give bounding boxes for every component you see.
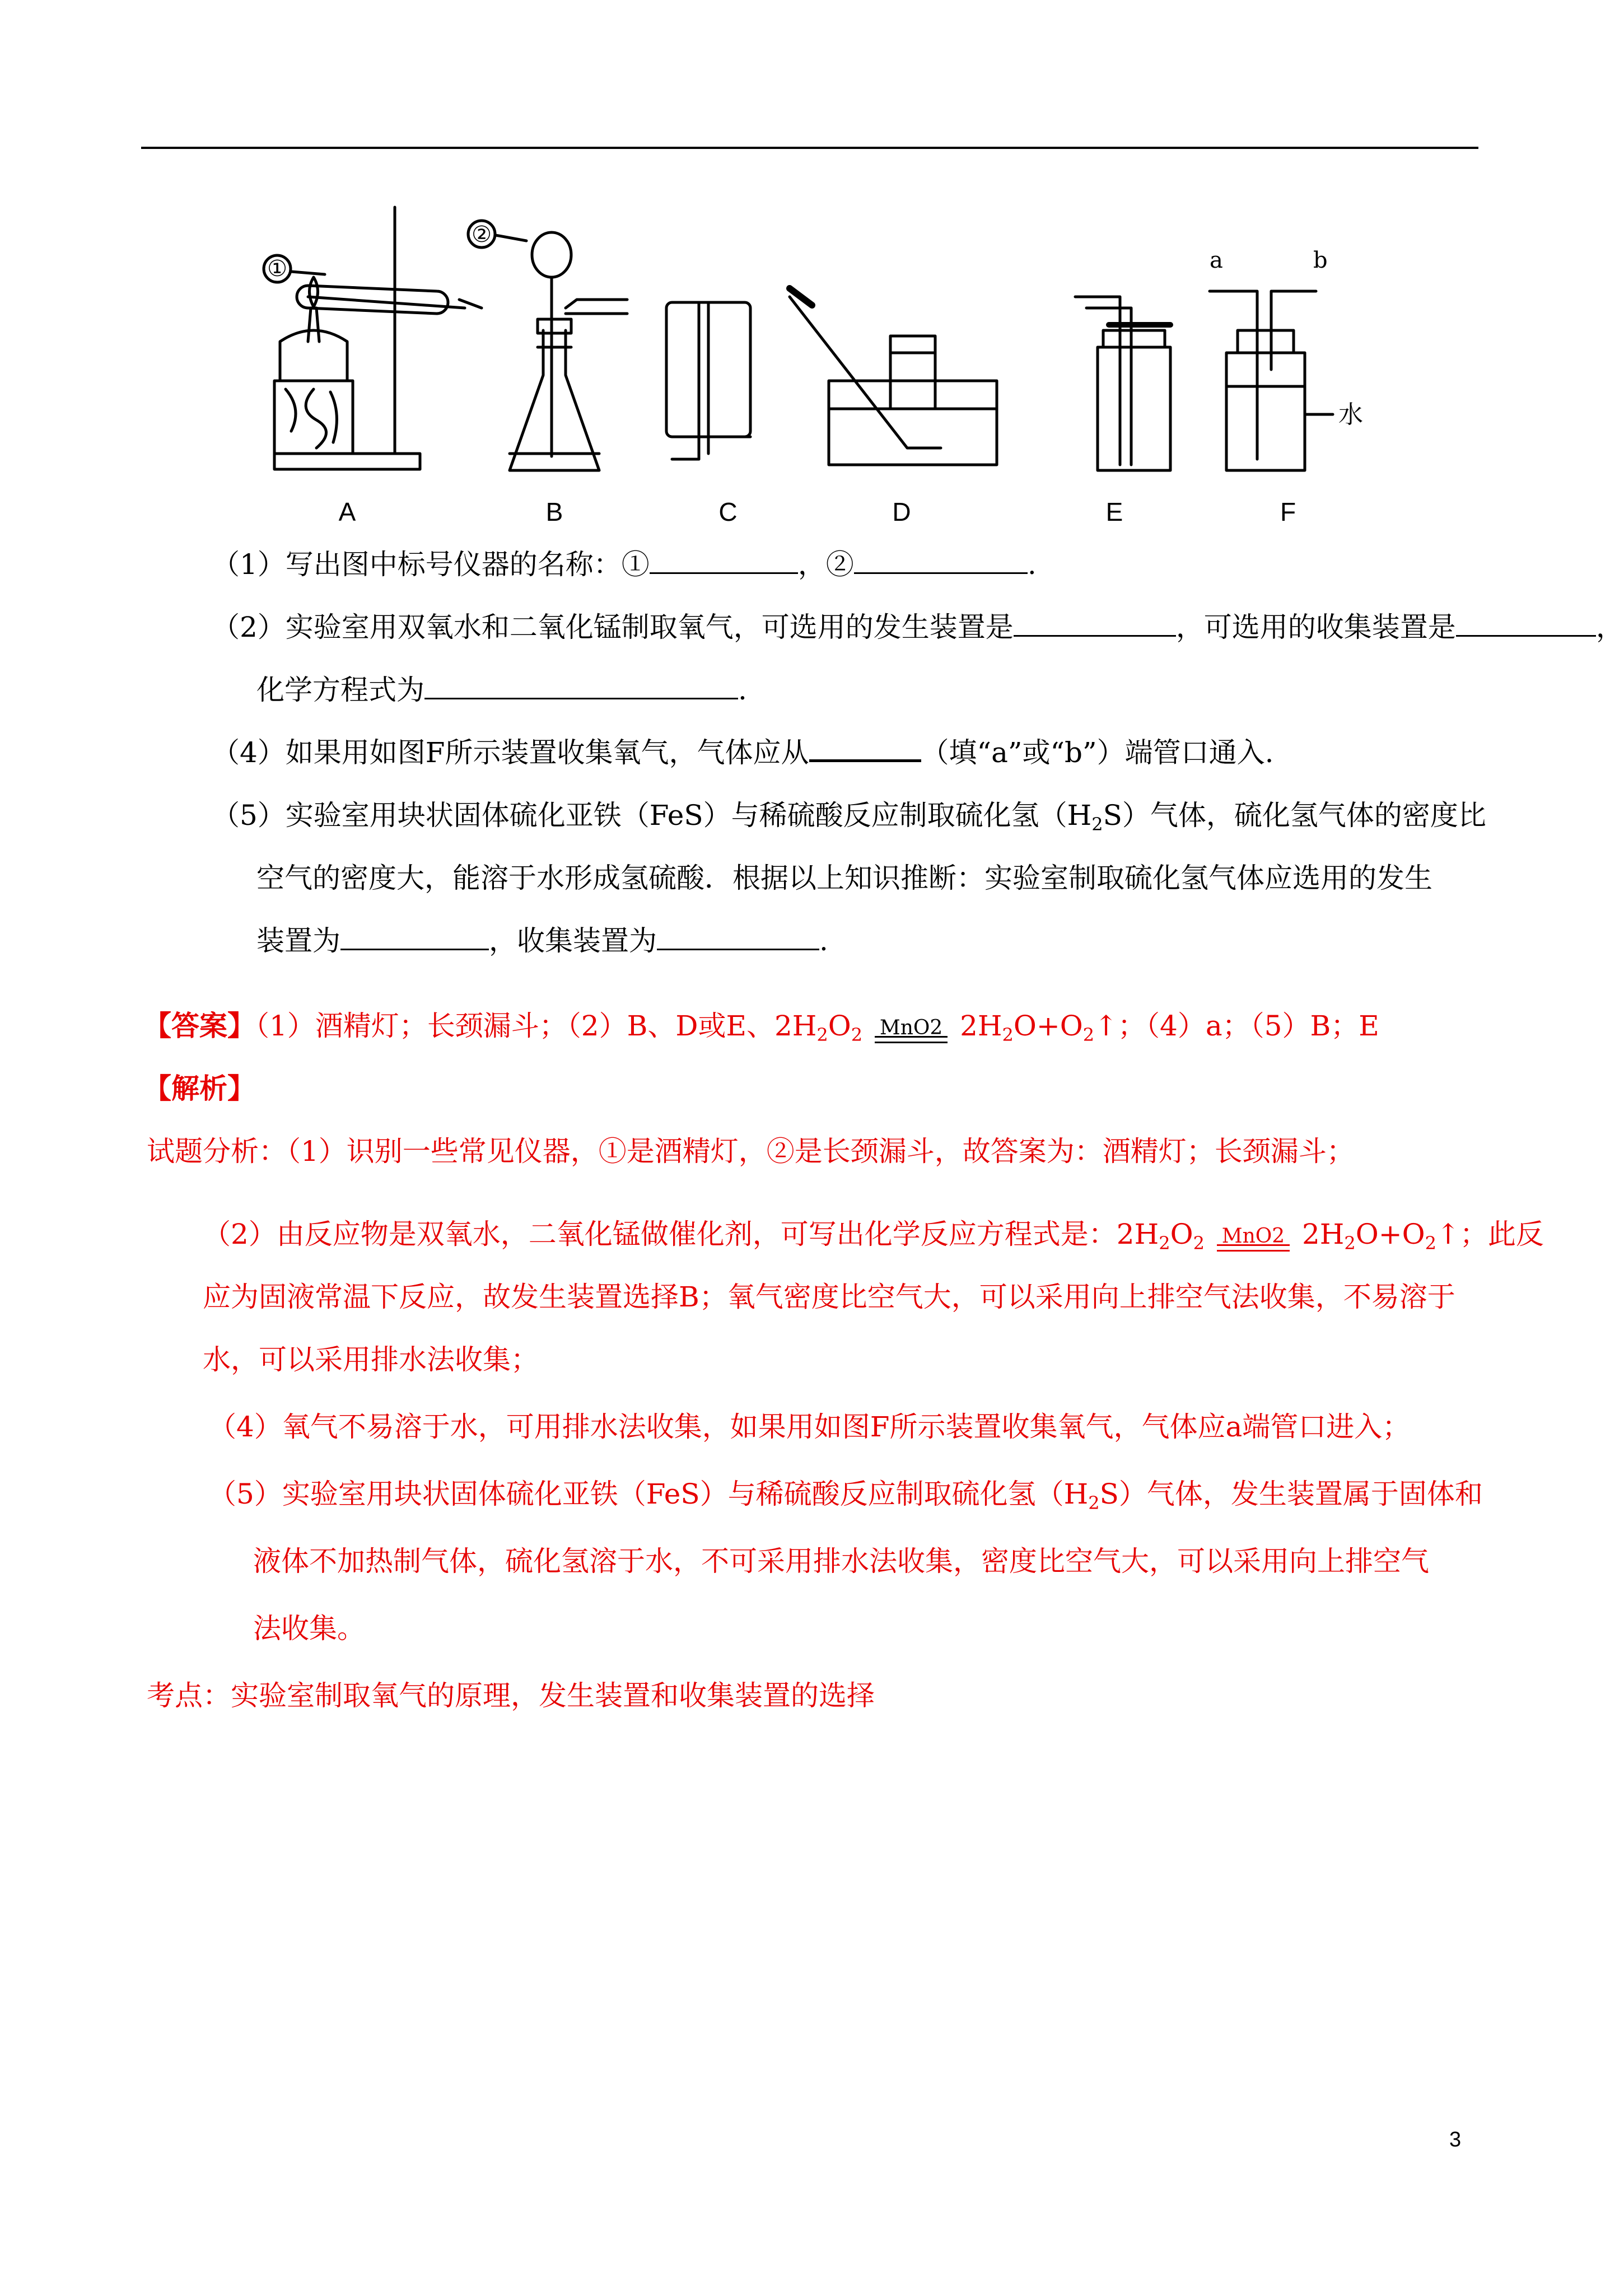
question-5-line-2: 空气的密度大，能溶于水形成氢硫酸．根据以上知识推断：实验室制取硫化氢气体应选用的发生 bbox=[256, 862, 1432, 894]
marker-2: ② bbox=[472, 222, 492, 248]
answer-line: 【答案】（1）酒精灯；长颈漏斗；（2）B、D或E、$2H_2O_2$ MnO2 $2H_2O+O_2↑$；（4）a；（5）B；E bbox=[143, 1008, 1379, 1053]
label-e: E bbox=[1105, 497, 1123, 526]
analysis-catalyst-mark: MnO2 bbox=[1211, 1225, 1295, 1261]
question-5-line-3: 装置为 ，收集装置为 . bbox=[256, 925, 828, 957]
catalyst-mark: MnO2 bbox=[869, 1017, 953, 1053]
analysis-line-6: （5）实验室用块状固体硫化亚铁（FeS）与稀硫酸反应制取硫化氢$(H_2S)$气体，发生装置属于固体和 bbox=[208, 1478, 1483, 1514]
label-f: F bbox=[1280, 497, 1296, 526]
analysis-line-5: （4）氧气不易溶于水，可用排水法收集，如果用如图F所示装置收集氧气，气体应a端管口进入； bbox=[208, 1411, 1411, 1443]
apparatus-figure bbox=[213, 207, 1490, 532]
label-a: A bbox=[338, 497, 356, 526]
apparatus-a bbox=[264, 207, 482, 469]
analysis-line-7: 液体不加热制气体，硫化氢溶于水，不可采用排水法收集，密度比空气大，可以采用向上排空气 bbox=[253, 1545, 1429, 1577]
label-b: B bbox=[545, 497, 563, 526]
apparatus-e bbox=[1075, 297, 1170, 470]
marker-1: ① bbox=[267, 256, 287, 282]
question-4: （4）如果用如图F所示装置收集氧气，气体应从 （填“a”或“b”）端管口通入. bbox=[212, 735, 1273, 771]
answer-tag: 【答案】 bbox=[143, 1009, 255, 1042]
analysis-line-2: （2）由反应物是双氧水，二氧化锰做催化剂，可写出化学反应方程式是：$2H_2O_2$ MnO2 $2H_2O+O_2↑$；此反 bbox=[203, 1216, 1544, 1261]
port-b-label: b bbox=[1313, 248, 1328, 273]
question-2-line-2: 化学方程式为 . bbox=[256, 674, 747, 706]
port-a-label: a bbox=[1210, 248, 1223, 273]
apparatus-f bbox=[1210, 248, 1363, 470]
question-1: （1）写出图中标号仪器的名称：① ，② . bbox=[212, 548, 1037, 581]
page-number: 3 bbox=[1449, 2128, 1462, 2151]
analysis-line-8: 法收集。 bbox=[253, 1612, 365, 1645]
label-c: C bbox=[718, 497, 738, 526]
question-5-line-1: （5）实验室用块状固体硫化亚铁（FeS）与稀硫酸反应制取硫化氢$(H_2S)$气体，硫化氢气体的密度比 bbox=[212, 799, 1486, 835]
analysis-line-1: 试题分析：（1）识别一些常见仪器，①是酒精灯，②是长颈漏斗，故答案为：酒精灯；长颈漏斗； bbox=[147, 1135, 1355, 1168]
analysis-line-4: 水，可以采用排水法收集； bbox=[203, 1343, 539, 1376]
key-point: 考点：实验室制取氧气的原理，发生装置和收集装置的选择 bbox=[147, 1679, 875, 1712]
analysis-line-3: 应为固液常温下反应，故发生装置选择B；氧气密度比空气大，可以采用向上排空气法收集，不易溶于 bbox=[203, 1281, 1455, 1313]
label-d: D bbox=[892, 497, 911, 526]
water-label: 水 bbox=[1338, 400, 1363, 429]
header-rule bbox=[141, 147, 1478, 149]
analysis-tag: 【解析】 bbox=[143, 1072, 255, 1105]
apparatus-d bbox=[790, 288, 997, 465]
question-2-line-1: （2）实验室用双氧水和二氧化锰制取氧气，可选用的发生装置是 ，可选用的收集装置是 ， bbox=[212, 611, 1624, 643]
apparatus-b bbox=[468, 221, 627, 470]
apparatus-c bbox=[666, 302, 750, 459]
